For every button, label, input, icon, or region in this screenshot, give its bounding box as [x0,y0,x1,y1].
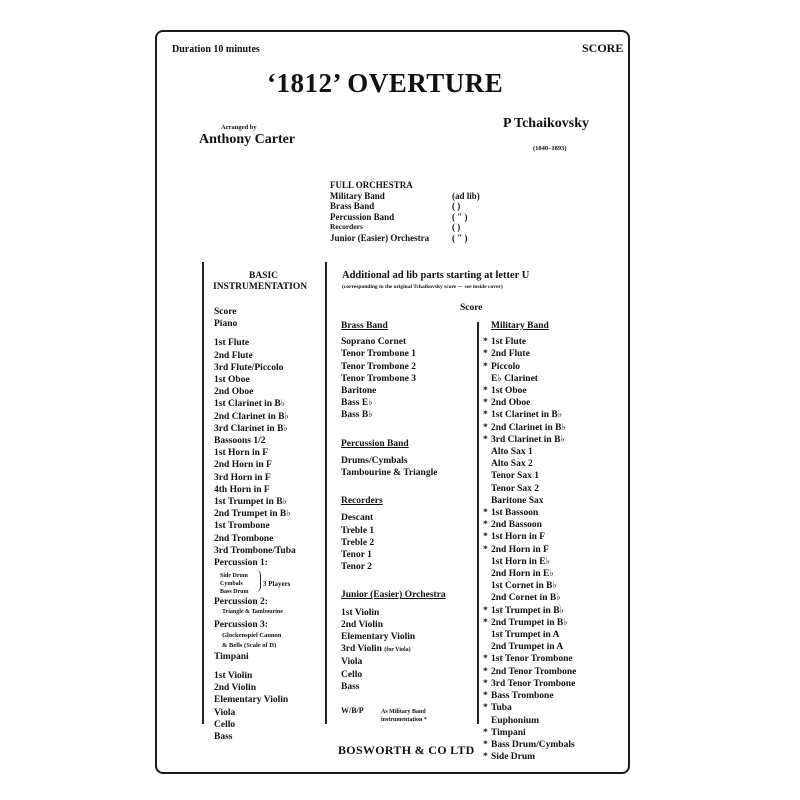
junior-instrument: Cello [341,669,363,680]
version-item: Military Band [330,190,385,201]
junior-instrument: 1st Violin [341,607,380,618]
military-instrument: * 1st Oboe [483,386,527,397]
military-instrument: * 2nd Trumpet in B♭ [483,617,568,628]
recorders-heading: Recorders [341,496,383,507]
basic-instrument: 2nd Horn in F [214,460,272,471]
military-instrument: * Bass Drum/Cymbals [483,739,575,750]
military-instrument: Alto Sax 2 [491,459,533,470]
versions-notes: (ad lib) ( ) ( " ) ( ) ( " ) [452,190,480,243]
percussion-1-parts: Side Drum Cymbals Bass Drum 3 Players [214,569,296,596]
composer-name: P Tchaikovsky [503,116,589,131]
basic-instrument: 4th Horn in F [214,484,270,495]
military-instrument: * 1st Horn in F [483,532,546,543]
basic-instrument: Bassoons 1/2 [214,436,266,447]
version-item: Junior (Easier) Orchestra [330,232,430,243]
composer-dates: (1840–1893) [533,145,567,152]
basic-instrument: 1st Horn in F [214,448,269,459]
percussion-band-instrument: Tambourine & Triangle [341,468,438,479]
military-instrument: * 2nd Flute [483,349,530,360]
military-instrument: Euphonium [491,715,540,726]
asterisk-marker: * [483,727,488,738]
recorder-instrument: Tenor 2 [341,562,372,573]
military-instrument: 2nd Trumpet in A [491,642,564,653]
version-item: Brass Band [330,201,375,211]
military-instrument: * 2nd Clarinet in B♭ [483,422,566,433]
military-instrument: * 2nd Bassoon [483,520,542,531]
score-label: SCORE [582,41,624,55]
asterisk-marker: * [483,532,488,543]
asterisk-marker: * [483,520,488,531]
percussion-1: Percussion 1: [214,558,268,569]
recorder-instrument: Treble 2 [341,537,375,548]
arranged-by-label: Arranged by [221,124,257,131]
asterisk-marker: * [483,337,488,348]
asterisk-marker: * [483,678,488,689]
percussion-band-heading: Percussion Band [341,438,409,449]
military-instrument: * 1st Clarinet in B♭ [483,410,563,421]
basic-heading: BASIC [249,271,279,281]
brass-instrument: Baritone [341,386,377,397]
military-instrument: * Side Drum [483,752,536,763]
military-instrument: * Bass Trombone [483,691,554,702]
asterisk-marker: * [483,544,488,555]
basic-instrument: 2nd Trombone [214,533,274,544]
asterisk-marker: * [483,398,488,409]
divider-middle [325,262,327,724]
junior-orchestra-heading: Junior (Easier) Orchestra [341,590,446,601]
brass-instrument: Bass E♭ [341,398,373,409]
military-band-heading: Military Band [491,321,549,331]
basic-list: Score Piano 1st Flute 2nd Flute 3rd Flute/Piccolo 1st Oboe 2nd Oboe 1st Clarinet in B♭ 2nd Clarinet in B♭ 3rd Clarinet in B♭ Bassoons 1/2 1st Horn in F 2nd Horn in F 3rd Horn in F 4th Horn in F 1st Trumpet in B♭ 2nd Trumpet in B♭ 1st Trombone 2nd Trombone 3rd Trombone/Tuba Percussion 1: Side Drum Cymbals Bass Drum 3 Players Percussion 2: Triangle & Tambourine Percussion 3: Glockenspiel Cannon & Bells (Scale of D) Timpani 1st Violin 2nd Violin Elementary Violin Viola Cello Bass [214,307,296,743]
basic-instrument: 3rd Trombone/Tuba [214,545,296,556]
asterisk-marker: * [483,703,488,714]
basic-instrument: 2nd Oboe [214,387,254,398]
version-item: Recorders [330,222,363,231]
military-instrument: * 2nd Oboe [483,398,531,409]
basic-instrument: 3rd Flute/Piccolo [214,362,284,373]
brass-instrument: Bass B♭ [341,410,373,421]
military-instrument: * 1st Tenor Trombone [483,654,573,665]
military-instrument: E♭ Clarinet [491,373,538,384]
middle-column [341,320,446,729]
asterisk-marker: * [483,410,488,421]
asterisk-marker: * [483,434,488,445]
publisher-name: BOSWORTH & CO LTD [338,743,475,757]
additional-parts-line: Additional ad lib parts starting at letter U [342,270,530,281]
basic-instrument: 2nd Flute [214,350,253,361]
brass-instrument: Tenor Trombone 3 [341,373,416,384]
asterisk-marker: * [483,739,488,750]
asterisk-marker: * [483,666,488,677]
asterisk-marker: * [483,349,488,360]
recorder-instrument: Tenor 1 [341,550,372,561]
duration-label: Duration 10 minutes [172,44,260,55]
military-instrument: * 3rd Tenor Trombone [483,678,576,689]
brass-instrument: Soprano Cornet [341,337,407,348]
basic-string: Cello [214,719,236,730]
versions-list [330,180,429,243]
military-instrument: * 1st Bassoon [483,508,539,519]
military-instrument: Baritone Sax [491,495,544,506]
arranger-name: Anthony Carter [199,132,296,147]
military-instrument: Tenor Sax 2 [491,483,540,494]
basic-piano: Piano [214,319,238,330]
asterisk-marker: * [483,386,488,397]
junior-instrument: Bass [341,681,360,692]
divider-left [202,262,204,724]
military-instrument: 1st Cornet in B♭ [491,581,557,592]
military-instrument: * Tuba [483,703,512,714]
brace-icon [256,570,261,592]
version-item: Percussion Band [330,211,395,222]
versions-heading: FULL ORCHESTRA [330,180,413,190]
brass-band-heading: Brass Band [341,321,388,331]
military-instrument: * Timpani [483,727,526,738]
military-instrument: 2nd Cornet in B♭ [491,593,561,604]
military-instrument: * 1st Flute [483,337,527,348]
military-instrument: 2nd Horn in E♭ [491,569,554,580]
basic-timpani: Timpani [214,651,249,662]
basic-string: 2nd Violin [214,683,256,694]
brass-instrument: Tenor Trombone 2 [341,361,416,372]
basic-instrument: 1st Trombone [214,521,270,532]
basic-string: Viola [214,707,236,718]
military-instrument: 1st Horn in E♭ [491,556,551,567]
percussion-band-instrument: Drums/Cymbals [341,455,408,466]
basic-heading-2: INSTRUMENTATION [213,282,308,292]
asterisk-marker: * [483,691,488,702]
asterisk-marker: * [483,752,488,763]
asterisk-marker: * [483,508,488,519]
basic-instrument: 1st Flute [214,338,250,349]
recorder-instrument: Treble 1 [341,525,375,536]
divider-right [477,322,479,724]
recorder-instrument: Descant [341,513,374,524]
military-instrument: Alto Sax 1 [491,447,533,458]
page-title: ‘1812’ OVERTURE [267,68,504,98]
percussion-3: Percussion 3: [214,619,268,630]
basic-instrument: 1st Oboe [214,375,250,386]
additional-score: Score [460,303,483,313]
military-instrument: 1st Trumpet in A [491,630,560,641]
asterisk-marker: * [483,617,488,628]
military-instrument: * 3rd Clarinet in B♭ [483,434,565,445]
military-instrument: * 2nd Horn in F [483,544,549,555]
basic-instrument: 1st Trumpet in B♭ [214,497,288,508]
junior-instrument: 2nd Violin [341,619,383,630]
basic-instrument: 2nd Clarinet in B♭ [214,411,289,422]
asterisk-marker: * [483,361,488,372]
basic-instrument: 2nd Trumpet in B♭ [214,509,291,520]
asterisk-marker: * [483,605,488,616]
additional-parts-note: (corresponding to the original Tchaikovsky score — see inside cover) [342,284,503,290]
military-band-column [483,320,576,763]
junior-instrument: Elementary Violin [341,632,416,643]
percussion-2: Percussion 2: [214,597,268,608]
junior-instrument: 3rd Violin (for Viola) [341,644,411,655]
brass-instrument: Tenor Trombone 1 [341,349,416,360]
military-instrument: * 2nd Tenor Trombone [483,666,577,677]
military-list [483,336,576,763]
basic-instrument: 1st Clarinet in B♭ [214,399,286,410]
basic-instrument: 3rd Horn in F [214,472,271,483]
wbp-note: W/B/P As Military Band instrumentation * [341,706,427,724]
basic-string: Bass [214,732,233,743]
asterisk-marker: * [483,422,488,433]
military-instrument: Tenor Sax 1 [491,471,540,482]
military-instrument: * Piccolo [483,361,521,372]
basic-string: Elementary Violin [214,695,289,706]
basic-instrument: 3rd Clarinet in B♭ [214,423,288,434]
basic-string: 1st Violin [214,671,253,682]
military-instrument: * 1st Trumpet in B♭ [483,605,565,616]
basic-score: Score [214,307,237,317]
asterisk-marker: * [483,654,488,665]
junior-instrument: Viola [341,657,363,668]
